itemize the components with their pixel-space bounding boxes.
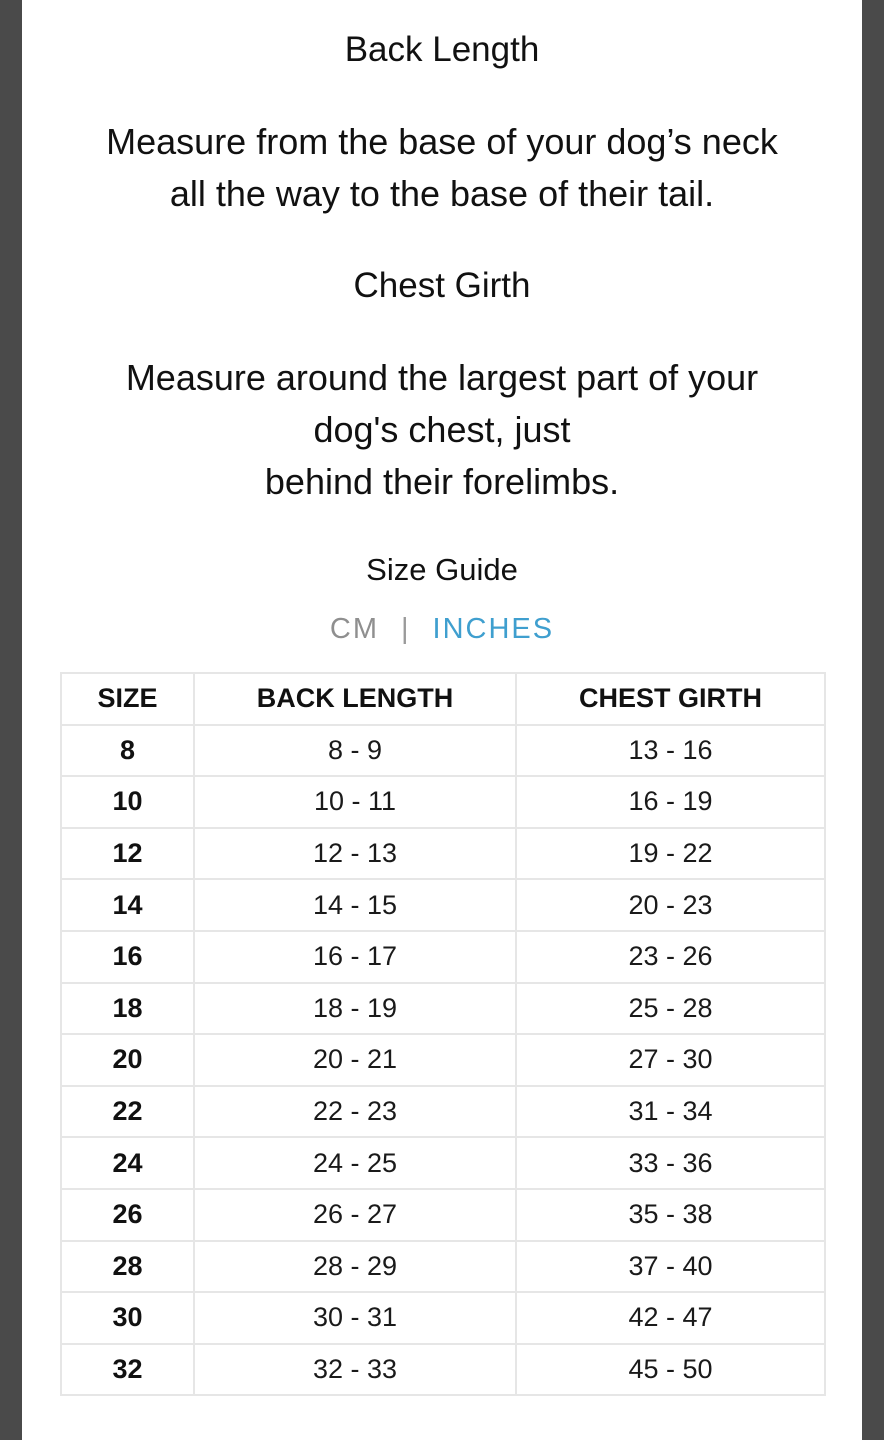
size-cell: 26 (61, 1189, 194, 1241)
back-length-cell: 18 - 19 (194, 983, 516, 1035)
back-length-cell: 8 - 9 (194, 725, 516, 777)
chest-girth-cell: 33 - 36 (516, 1137, 825, 1189)
table-header-row (61, 673, 825, 725)
back-length-line: all the way to the base of their tail. (169, 173, 715, 214)
table-row (61, 1137, 825, 1189)
size-cell: 24 (61, 1137, 194, 1189)
size-cell: 14 (61, 879, 194, 931)
chest-girth-cell: 35 - 38 (516, 1189, 825, 1241)
column-header-back-length: BACK LENGTH (194, 673, 516, 725)
size-cell: 28 (61, 1241, 194, 1293)
chest-girth-heading: Chest Girth (353, 266, 531, 305)
table-row (61, 1034, 825, 1086)
chest-girth-cell: 23 - 26 (516, 931, 825, 983)
back-length-cell: 10 - 11 (194, 776, 516, 828)
chest-girth-cell: 45 - 50 (516, 1344, 825, 1396)
chest-girth-cell: 42 - 47 (516, 1292, 825, 1344)
table-row (61, 1189, 825, 1241)
size-guide-panel (22, 0, 862, 1440)
table-row (61, 931, 825, 983)
back-length-cell: 14 - 15 (194, 879, 516, 931)
table-row (61, 828, 825, 880)
table-row (61, 776, 825, 828)
chest-girth-instructions (42, 352, 842, 508)
size-cell: 12 (61, 828, 194, 880)
unit-separator: | (400, 613, 411, 645)
table-row (61, 983, 825, 1035)
size-table (60, 672, 826, 1396)
size-cell: 10 (61, 776, 194, 828)
table-row (61, 879, 825, 931)
table-row (61, 1086, 825, 1138)
back-length-cell: 28 - 29 (194, 1241, 516, 1293)
chest-girth-cell: 19 - 22 (516, 828, 825, 880)
back-length-cell: 22 - 23 (194, 1086, 516, 1138)
chest-girth-line: Measure around the largest part of your (125, 357, 759, 398)
back-length-cell: 32 - 33 (194, 1344, 516, 1396)
chest-girth-cell: 25 - 28 (516, 983, 825, 1035)
table-row (61, 1344, 825, 1396)
size-cell: 18 (61, 983, 194, 1035)
size-cell: 22 (61, 1086, 194, 1138)
size-cell: 20 (61, 1034, 194, 1086)
back-length-cell: 12 - 13 (194, 828, 516, 880)
size-table-wrapper (60, 672, 824, 1396)
chest-girth-line: dog's chest, just (313, 409, 571, 450)
back-length-cell: 24 - 25 (194, 1137, 516, 1189)
chest-girth-cell: 20 - 23 (516, 879, 825, 931)
chest-girth-cell: 16 - 19 (516, 776, 825, 828)
column-header-chest-girth: CHEST GIRTH (516, 673, 825, 725)
back-length-cell: 20 - 21 (194, 1034, 516, 1086)
table-row (61, 725, 825, 777)
back-length-cell: 26 - 27 (194, 1189, 516, 1241)
size-cell: 16 (61, 931, 194, 983)
chest-girth-line: behind their forelimbs. (264, 461, 620, 502)
chest-girth-cell: 31 - 34 (516, 1086, 825, 1138)
back-length-line: Measure from the base of your dog’s neck (106, 121, 778, 162)
unit-cm-button[interactable]: CM (329, 613, 379, 645)
size-cell: 8 (61, 725, 194, 777)
table-row (61, 1241, 825, 1293)
unit-toggle (22, 611, 862, 647)
chest-girth-cell: 13 - 16 (516, 725, 825, 777)
back-length-cell: 16 - 17 (194, 931, 516, 983)
unit-inches-button[interactable]: INCHES (432, 613, 555, 645)
back-length-instructions (42, 116, 842, 220)
back-length-heading: Back Length (344, 30, 540, 69)
size-cell: 30 (61, 1292, 194, 1344)
table-row (61, 1292, 825, 1344)
chest-girth-cell: 37 - 40 (516, 1241, 825, 1293)
size-cell: 32 (61, 1344, 194, 1396)
chest-girth-cell: 27 - 30 (516, 1034, 825, 1086)
size-guide-title: Size Guide (366, 552, 518, 587)
size-table-body (61, 725, 825, 1396)
back-length-cell: 30 - 31 (194, 1292, 516, 1344)
column-header-size: SIZE (61, 673, 194, 725)
